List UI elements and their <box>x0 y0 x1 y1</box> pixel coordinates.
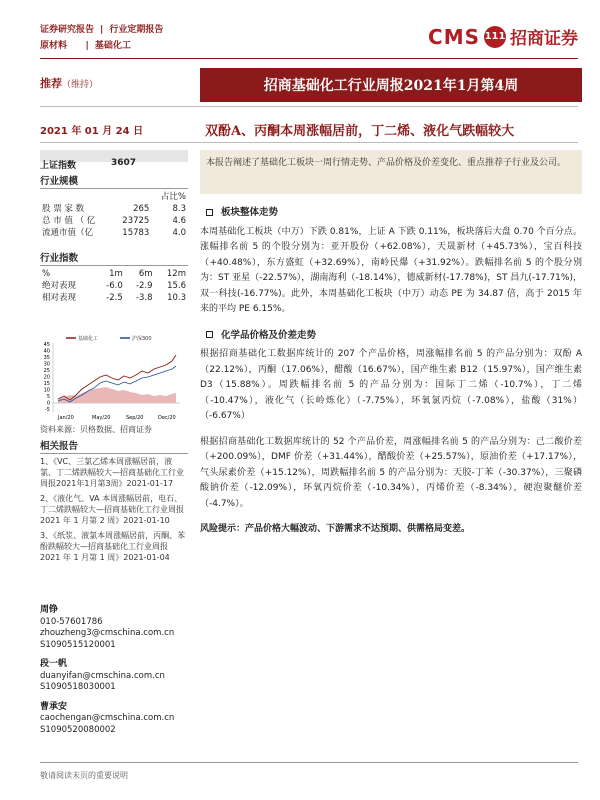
author-email[interactable]: zhouzheng3@cmschina.com.cn <box>40 628 175 638</box>
logo-cn: 招商证券 <box>510 29 578 49</box>
index-chart-svg <box>40 333 188 423</box>
chart-y-ticks <box>44 342 50 413</box>
author-license: S1090520080002 <box>40 724 116 735</box>
scale-title: 行业规模 <box>40 173 188 189</box>
table-row <box>40 292 188 304</box>
x-tick: May/20 <box>92 415 111 421</box>
x-tick: Jan/20 <box>58 415 74 421</box>
perf-value: -6.0 <box>106 281 123 291</box>
bullet-square-icon <box>206 331 213 338</box>
x-tick: Sep/20 <box>126 415 144 421</box>
nav-report-type: 证券研究报告 <box>40 25 95 35</box>
author-card <box>40 702 188 737</box>
scale-label: 总 市 值 （ 亿 <box>42 216 96 226</box>
nav-industry: 基础化工 <box>94 41 131 51</box>
sec2-paragraph-1: 根据招商基础化工数据库统计的 207 个产品价格，周涨幅排名前 5 的产品分别为：双酚 A（22.12%），丙酮（17.06%），醋酸（16.67%），国产维生素 B12（15.97%），国产维生素 D3（15.88%）。周跌幅排名前 5 的产品分别为：国际丁二烯（-10.7%），丁二烯（-10.47%），液化气（长岭炼化）（-7.75%），环氧氯丙烷（-7.08%），盐酸（31%）（-6.67%） <box>200 349 582 421</box>
author-phone: 010-57601786 <box>40 616 103 627</box>
perf-header: 1m <box>109 269 123 279</box>
related-report-link[interactable]: 3、《纸浆、液氯本周涨幅居前，丙酮、苯酚跌幅较大—招商基础化工行业周报 2021 年 1 月第 1 周》2021-01-04 <box>40 531 186 562</box>
table-row <box>40 227 188 239</box>
scale-value: 23725 <box>122 216 150 226</box>
footer-divider <box>40 762 578 763</box>
y-tick: 25 <box>43 368 50 374</box>
header-divider <box>40 58 578 59</box>
sec2-title: 化学品价格及价差走势 <box>221 329 317 341</box>
section-title <box>200 205 582 221</box>
report-subtitle: 双酚A、丙酮本周涨幅居前，丁二烯、液化气跌幅较大 <box>205 124 515 139</box>
related-report-link[interactable]: 1、《VC、三氯乙烯本周涨幅居前，液氯、丁二烯跌幅较大—招商基础化工行业周报2021年1月第3周》2021-01-17 <box>40 457 184 488</box>
section-title <box>200 328 582 344</box>
y-tick: -5 <box>45 407 50 413</box>
perf-title: 行业指数 <box>40 250 188 266</box>
logo-seal-icon: 111 <box>484 26 506 48</box>
nav-sector: 原材料 <box>40 41 68 51</box>
index-chart <box>40 333 188 423</box>
author-email[interactable]: duanyifan@cmschina.com.cn <box>40 670 165 681</box>
title-divider <box>40 106 578 107</box>
author-license: S1090518030001 <box>40 682 116 692</box>
industry-scale-block <box>40 158 188 239</box>
perf-value: 10.3 <box>167 293 186 303</box>
chart-legend <box>66 335 152 342</box>
perf-value: -3.8 <box>135 293 153 303</box>
legend-series-2: 沪深300 <box>132 336 152 342</box>
logo-en: CMS <box>428 24 480 49</box>
perf-value: -2.5 <box>106 293 123 303</box>
summary-box <box>200 150 582 194</box>
related-reports <box>40 438 188 567</box>
scale-pct: 4.6 <box>172 216 186 226</box>
scale-label: 流通市值（亿 <box>42 228 94 238</box>
perf-value: -2.9 <box>135 281 153 291</box>
perf-header: 12m <box>166 269 186 279</box>
risk-warning: 风险提示：产品价格大幅波动、下游需求不达预期、供需格局变差。 <box>200 524 471 534</box>
rating <box>40 75 98 91</box>
y-tick: 20 <box>43 374 50 381</box>
scale-label: 股 票 家 数 <box>42 204 85 214</box>
rating-value: 推荐 <box>40 77 62 90</box>
nav-report-subtype: 行业定期报告 <box>109 25 164 35</box>
subtitle-divider <box>40 142 578 143</box>
report-category-nav: 证券研究报告 | 行业定期报告 原材料 | 基础化工 <box>40 22 163 54</box>
sec2-paragraph-2: 根据招商基础化工数据库统计的 52 个产品价差，周涨幅排名前 5 的产品分别为：己二酸价差（+200.09%），DMF 价差（+31.44%），醋酸价差（+25.57%），原油价差（+17.17%），气头尿素价差（+15.12%），周跌幅排名前 5 的产品分别为：天胶-丁苯（-30.37%），三聚磷酸钠价差（-12.09%），环氧丙烷价差（-10.34%），丙烯价差（-8.34%），硬泡聚醚价差（-4.7%）。 <box>200 436 582 509</box>
cms-logo <box>428 24 578 49</box>
perf-label: 相对表现 <box>42 293 77 303</box>
author-name: 段一帆 <box>40 659 68 669</box>
scale-col-header: 占比% <box>160 192 186 202</box>
summary-text: 本报告阐述了基础化工板块一周行情走势、产品价格及价差变化、重点推荐子行业及公司。 <box>206 158 567 168</box>
author-license: S1090515120001 <box>40 639 116 650</box>
y-tick: 35 <box>43 355 50 361</box>
sec1-title: 板块整体走势 <box>221 207 279 218</box>
table-row <box>40 215 188 227</box>
index-value: 3607 <box>110 158 136 168</box>
rating-sub: （维持） <box>62 80 99 90</box>
index-row <box>40 158 188 171</box>
chart-x-ticks <box>57 415 176 421</box>
legend-series-1: 基础化工 <box>78 336 99 342</box>
y-tick: 5 <box>46 394 50 400</box>
related-title: 相关报告 <box>40 438 188 454</box>
perf-header: % <box>42 269 51 279</box>
report-title-banner: 招商基础化工行业周报2021年1月第4周 <box>200 68 582 102</box>
perf-table <box>40 268 188 304</box>
author-card <box>40 605 188 651</box>
chart-source: 资料来源：贝格数据、招商证券 <box>40 425 152 434</box>
related-report-link[interactable]: 2、《液化气、VA 本周涨幅居前，电石、丁二烯跌幅较大—招商基础化工行业周报 2021 年 1 月第 2 周》2021-01-10 <box>40 494 184 525</box>
perf-header: 6m <box>138 269 153 279</box>
sec1-paragraph: 本周基础化工板块（中万）下跌 0.81%，上证 A 下跌 0.11%，板块落后大盘 0.70 个百分点。涨幅排名前 5 的个股分别为：亚开股份（+62.08%），天晟新材（+45.73%），宝百科技（+40.48%），东方盛虹（+32.69%），南岭民爆（+31.92%）。跌幅排名前 5 的个股分别为：ST 亚星（-22.57%），湖南海利（-18.14%），德威新材(-17.78%)，ST 昌九(-17.71%)，双一科技(-16.77%)。此外，本周基础化工板块（中万）动态 PE 为 34.87 倍，高于 2015 年来的平均 PE 6.15%。 <box>200 226 582 314</box>
table-row <box>40 280 188 292</box>
y-tick: 30 <box>43 361 50 368</box>
y-tick: 45 <box>43 342 50 348</box>
footer-note: 敬请阅读末页的重要说明 <box>40 771 128 780</box>
y-tick: 10 <box>43 387 50 394</box>
author-name: 曹承安 <box>40 701 68 712</box>
y-tick: 40 <box>43 348 50 355</box>
author-card <box>40 659 188 694</box>
y-tick: 15 <box>43 381 50 387</box>
performance-block <box>40 250 188 304</box>
table-row <box>40 203 188 215</box>
scale-table <box>40 191 188 239</box>
scale-value: 15783 <box>122 228 150 238</box>
perf-value: 15.6 <box>167 281 186 291</box>
y-tick: 0 <box>46 400 50 407</box>
author-name: 周铮 <box>40 605 59 615</box>
bullet-square-icon <box>206 209 213 216</box>
report-date: 2021 年 01 月 24 日 <box>40 126 144 137</box>
scale-value: 265 <box>133 204 150 214</box>
scale-pct: 4.0 <box>172 228 186 238</box>
x-tick: Dec/20 <box>158 415 176 421</box>
perf-label: 绝对表现 <box>42 281 77 291</box>
author-email[interactable]: caochengan@cmschina.com.cn <box>40 713 175 723</box>
main-content <box>200 205 582 547</box>
authors-block <box>40 605 188 736</box>
index-label: 上证指数 <box>40 161 77 171</box>
scale-pct: 8.3 <box>172 204 186 214</box>
table-row <box>40 268 188 280</box>
